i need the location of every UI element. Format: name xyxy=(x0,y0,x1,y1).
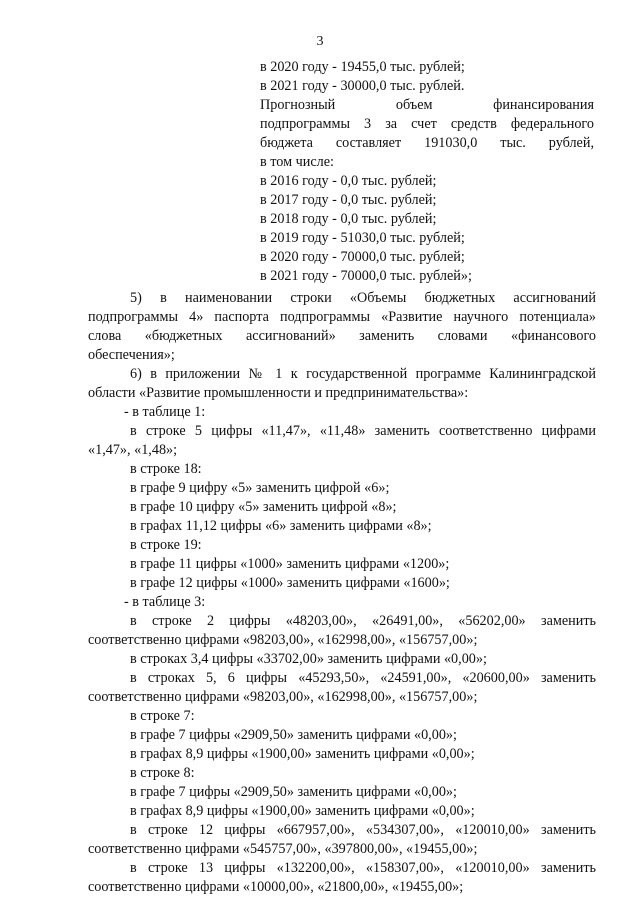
table1-row18-item: в графах 11,12 цифры «6» заменить цифрами «8»; xyxy=(130,518,432,534)
table1-row18-item: в графе 9 цифру «5» заменить цифрой «6»; xyxy=(130,480,390,496)
table1-row19: в строке 19: xyxy=(130,537,202,553)
table3-row7: в строке 7: xyxy=(130,708,195,724)
table3-row7-item: в графах 8,9 цифры «1900,00» заменить цифрами «0,00»; xyxy=(130,746,475,762)
forecast-line-3: бюджета составляет 191030,0 тыс. рублей, xyxy=(260,135,594,151)
table1-row18: в строке 18: xyxy=(130,461,202,477)
table3-row7-item: в графе 7 цифры «2909,50» заменить цифрами «0,00»; xyxy=(130,727,457,743)
table1-row5-b: «1,47», «1,48»; xyxy=(88,442,178,458)
table1-row18-item: в графе 10 цифру «5» заменить цифрой «8»; xyxy=(130,499,397,515)
table3-row2-a: в строке 2 цифры «48203,00», «26491,00», «56202,00» заменить xyxy=(130,613,596,629)
table3-row56-b: соответственно цифрами «98203,00», «162998,00», «156757,00»; xyxy=(88,689,478,705)
forecast-line-2: подпрограммы 3 за счет средств федерального xyxy=(260,116,594,132)
year-2020-line-b: в 2020 году - 70000,0 тыс. рублей; xyxy=(260,249,465,265)
table1-row19-item: в графе 11 цифры «1000» заменить цифрами «1200»; xyxy=(130,556,450,572)
table3-header: - в таблице 3: xyxy=(124,594,206,610)
year-2021-line-b: в 2021 году - 70000,0 тыс. рублей»; xyxy=(260,268,472,284)
table3-row8-item: в графах 8,9 цифры «1900,00» заменить цифрами «0,00»; xyxy=(130,803,475,819)
year-2016-line: в 2016 году - 0,0 тыс. рублей; xyxy=(260,173,437,189)
table1-row19-item: в графе 12 цифры «1000» заменить цифрами «1600»; xyxy=(130,575,450,591)
year-2017-line: в 2017 году - 0,0 тыс. рублей; xyxy=(260,192,437,208)
forecast-line-1: Прогнозный объем финансирования xyxy=(260,97,594,113)
table3-row8: в строке 8: xyxy=(130,765,195,781)
including-line: в том числе: xyxy=(260,154,334,170)
item6-line-1: 6) в приложении № 1 к государственной программе Калининградской xyxy=(130,366,596,382)
table3-row2-b: соответственно цифрами «98203,00», «162998,00», «156757,00»; xyxy=(88,632,478,648)
page-number: 3 xyxy=(316,34,324,49)
item6-line-2: области «Развитие промышленности и предпринимательства»: xyxy=(88,385,469,401)
table3-row56-a: в строках 5, 6 цифры «45293,50», «24591,00», «20600,00» заменить xyxy=(130,670,596,686)
table3-row12-b: соответственно цифрами «545757,00», «397800,00», «19455,00»; xyxy=(88,841,478,857)
table3-row13-b: соответственно цифрами «10000,00», «21800,00», «19455,00»; xyxy=(88,879,464,895)
item5-line-1: 5) в наименовании строки «Объемы бюджетных ассигнований xyxy=(130,290,596,306)
table3-row12-a: в строке 12 цифры «667957,00», «534307,00», «120010,00» заменить xyxy=(130,822,596,838)
item5-line-3: слова «бюджетных ассигнований» заменить словами «финансового xyxy=(88,328,596,344)
table3-row13-a: в строке 13 цифры «132200,00», «158307,00», «120010,00» заменить xyxy=(130,860,596,876)
year-2021-line: в 2021 году - 30000,0 тыс. рублей. xyxy=(260,78,465,94)
table1-row5-a: в строке 5 цифры «11,47», «11,48» заменить соответственно цифрами xyxy=(130,423,596,439)
item5-line-4: обеспечения»; xyxy=(88,347,175,363)
table3-row8-item: в графе 7 цифры «2909,50» заменить цифрами «0,00»; xyxy=(130,784,457,800)
table3-row34: в строках 3,4 цифры «33702,00» заменить цифрами «0,00»; xyxy=(130,651,487,667)
year-2018-line: в 2018 году - 0,0 тыс. рублей; xyxy=(260,211,437,227)
item5-line-2: подпрограммы 4» паспорта подпрограммы «Развитие научного потенциала» xyxy=(88,309,596,325)
year-2019-line: в 2019 году - 51030,0 тыс. рублей; xyxy=(260,230,465,246)
year-2020-line: в 2020 году - 19455,0 тыс. рублей; xyxy=(260,59,465,75)
table1-header: - в таблице 1: xyxy=(124,404,206,420)
